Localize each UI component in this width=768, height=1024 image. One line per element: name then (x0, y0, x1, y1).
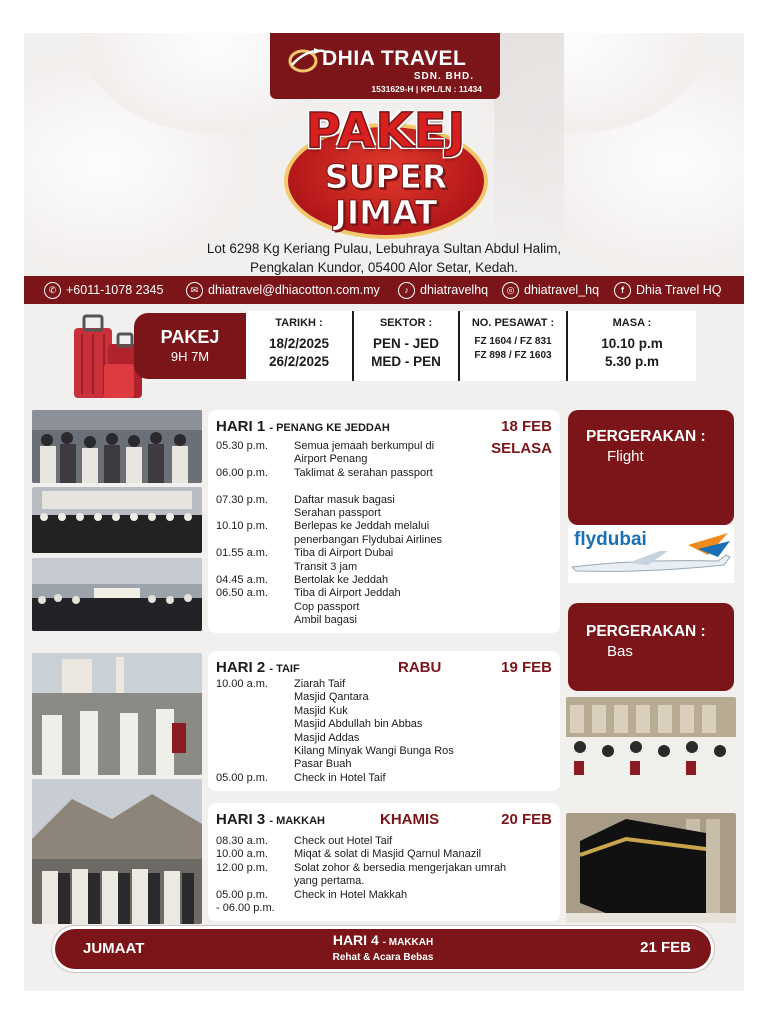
transport-mode: Bas (607, 643, 633, 660)
schedule-row: 10.00 a.m. Miqat & solat di Masjid Qarnul Manazil (216, 848, 482, 861)
company-logo (270, 33, 500, 99)
transport-flight-panel (568, 410, 734, 525)
day-3-schedule (216, 835, 552, 915)
info-value: 10.10 p.m (601, 336, 663, 351)
day-3-date: 20 FEB (501, 811, 552, 828)
day-1-date: 18 FEB (501, 418, 552, 435)
schedule-row: 01.55 a.m. Tiba di Airport Dubai Transit 3 jam (216, 547, 394, 573)
contact-tiktok[interactable] (398, 281, 488, 299)
contact-facebook[interactable] (614, 281, 721, 299)
day-2-header (216, 659, 552, 679)
tiktok-icon: ♪ (398, 282, 415, 299)
info-header: NO. PESAWAT : (471, 317, 555, 329)
day-2-schedule (216, 678, 552, 785)
transport-label: PERGERAKAN : (586, 428, 706, 445)
photo-group-banner (32, 487, 202, 553)
photo-mountain-group (32, 779, 202, 924)
day-1-title: HARI 1 - PENANG KE JEDDAH (216, 418, 390, 435)
info-col-time (566, 311, 696, 381)
day-4-bar (55, 929, 711, 969)
info-header: MASA : (612, 317, 652, 329)
contact-instagram-text: dhiatravel_hq (524, 283, 600, 297)
contact-facebook-text: Dhia Travel HQ (636, 283, 722, 297)
contact-phone[interactable] (44, 281, 163, 299)
day-4-note: Rehat & Acara Bebas (332, 952, 434, 963)
photo-taif-mosque (32, 653, 202, 775)
contact-bar (24, 276, 744, 304)
schedule-row: 08.30 a.m. Check out Hotel Taif (216, 835, 393, 847)
photo-group-hotel (32, 558, 202, 631)
package-duration: 9H 7M (170, 349, 210, 364)
day-1-weekday: SELASA (491, 440, 552, 457)
info-value: PEN - JED (372, 336, 440, 351)
day-1-schedule (216, 440, 552, 628)
day-2-card (208, 651, 560, 791)
transport-mode: Flight (607, 448, 644, 465)
airline-name: flydubai (574, 529, 647, 550)
day-3-weekday: KHAMIS (380, 811, 440, 828)
title-line-1: PAKEJ (305, 103, 467, 159)
company-suffix: SDN. BHD. (413, 71, 474, 82)
day-3-card (208, 803, 560, 921)
info-value: 18/2/2025 (268, 336, 330, 351)
email-icon: ✉ (186, 282, 203, 299)
contact-tiktok-text: dhiatravelhq (420, 283, 489, 297)
day-2-weekday: RABU (398, 659, 442, 676)
info-value: FZ 1604 / FZ 831 (474, 336, 552, 347)
info-header: SEKTOR : (379, 317, 433, 329)
contact-instagram[interactable] (502, 281, 599, 299)
schedule-row: 05.30 p.m. Semua jemaah berkumpul di Airport Penang (216, 440, 435, 466)
info-value: 26/2/2025 (268, 354, 330, 369)
schedule-row: 07.30 p.m. Daftar masuk bagasi Serahan passport (216, 493, 395, 520)
schedule-row: 04.45 a.m. Bertolak ke Jeddah (216, 574, 389, 587)
day-2-title: HARI 2 - TAIF (216, 659, 300, 676)
photo-masjidil-haram-group (566, 697, 736, 807)
schedule-row: 06.50 a.m. Tiba di Airport Jeddah Cop passport Ambil bagasi (216, 587, 401, 627)
info-value: MED - PEN (371, 354, 441, 369)
flydubai-logo (568, 525, 734, 583)
title-line-3: JIMAT (334, 193, 438, 232)
brand-name: DHIA TRAVEL (322, 47, 467, 70)
registration-number: 1531629-H | KPL/LN : 11434 (371, 84, 482, 94)
info-header: TARIKH : (275, 317, 323, 329)
day-1-card (208, 410, 560, 633)
schedule-row: 12.00 p.m. Solat zohor & bersedia mengerjakan umrah yang pertama. (216, 861, 507, 888)
day-4-weekday: JUMAAT (83, 940, 145, 957)
transport-label: PERGERAKAN : (586, 623, 706, 640)
contact-email[interactable] (186, 281, 380, 299)
contact-phone-text: +6011-1078 2345 (66, 283, 164, 297)
photo-group-airport (32, 410, 202, 483)
package-info-table (246, 311, 696, 381)
info-value: 5.30 p.m (604, 354, 660, 369)
address-line-2: Pengkalan Kundor, 05400 Alor Setar, Kedah. (250, 260, 518, 275)
plane-swoosh-icon (286, 45, 326, 75)
company-address (24, 239, 744, 277)
schedule-row: 10.00 a.m. Ziarah Taif Masjid Qantara Masjid Kuk Masjid Abdullah bin Abbas Masjid Addas Kilang Minyak Wangi Bunga Ros Pasar Buah (216, 678, 454, 771)
title-line-2: SUPER (324, 157, 448, 196)
photo-kaabah (566, 813, 736, 923)
info-col-date (246, 311, 352, 381)
schedule-row: 05.00 p.m. Check in Hotel Taif (216, 771, 386, 784)
day-4-date: 21 FEB (640, 939, 691, 956)
poster (24, 33, 744, 991)
package-summary (134, 313, 246, 379)
promo-title (268, 101, 504, 237)
schedule-row: 06.00 p.m. Taklimat & serahan passport (216, 466, 433, 479)
package-label: PAKEJ (160, 327, 220, 347)
day-3-header (216, 811, 552, 831)
info-col-sector (352, 311, 458, 381)
schedule-row: 05.00 p.m. - 06.00 p.m. Check in Hotel Makkah (216, 888, 408, 915)
schedule-row: 10.10 p.m. Berlepas ke Jeddah melalui penerbangan Flydubai Airlines (216, 520, 442, 546)
info-value: FZ 898 / FZ 1603 (474, 350, 552, 361)
day-2-date: 19 FEB (501, 659, 552, 676)
day-3-title: HARI 3 - MAKKAH (216, 811, 325, 828)
transport-bus-panel (568, 603, 734, 691)
phone-icon: ✆ (44, 282, 61, 299)
info-col-flight-no (458, 311, 566, 381)
facebook-icon: f (614, 282, 631, 299)
contact-email-text: dhiatravel@dhiacotton.com.my (208, 283, 380, 297)
instagram-icon: ◎ (502, 282, 519, 299)
day-4-title: HARI 4 - MAKKAH (332, 932, 434, 948)
address-line-1: Lot 6298 Kg Keriang Pulau, Lebuhraya Sultan Abdul Halim, (206, 241, 562, 256)
